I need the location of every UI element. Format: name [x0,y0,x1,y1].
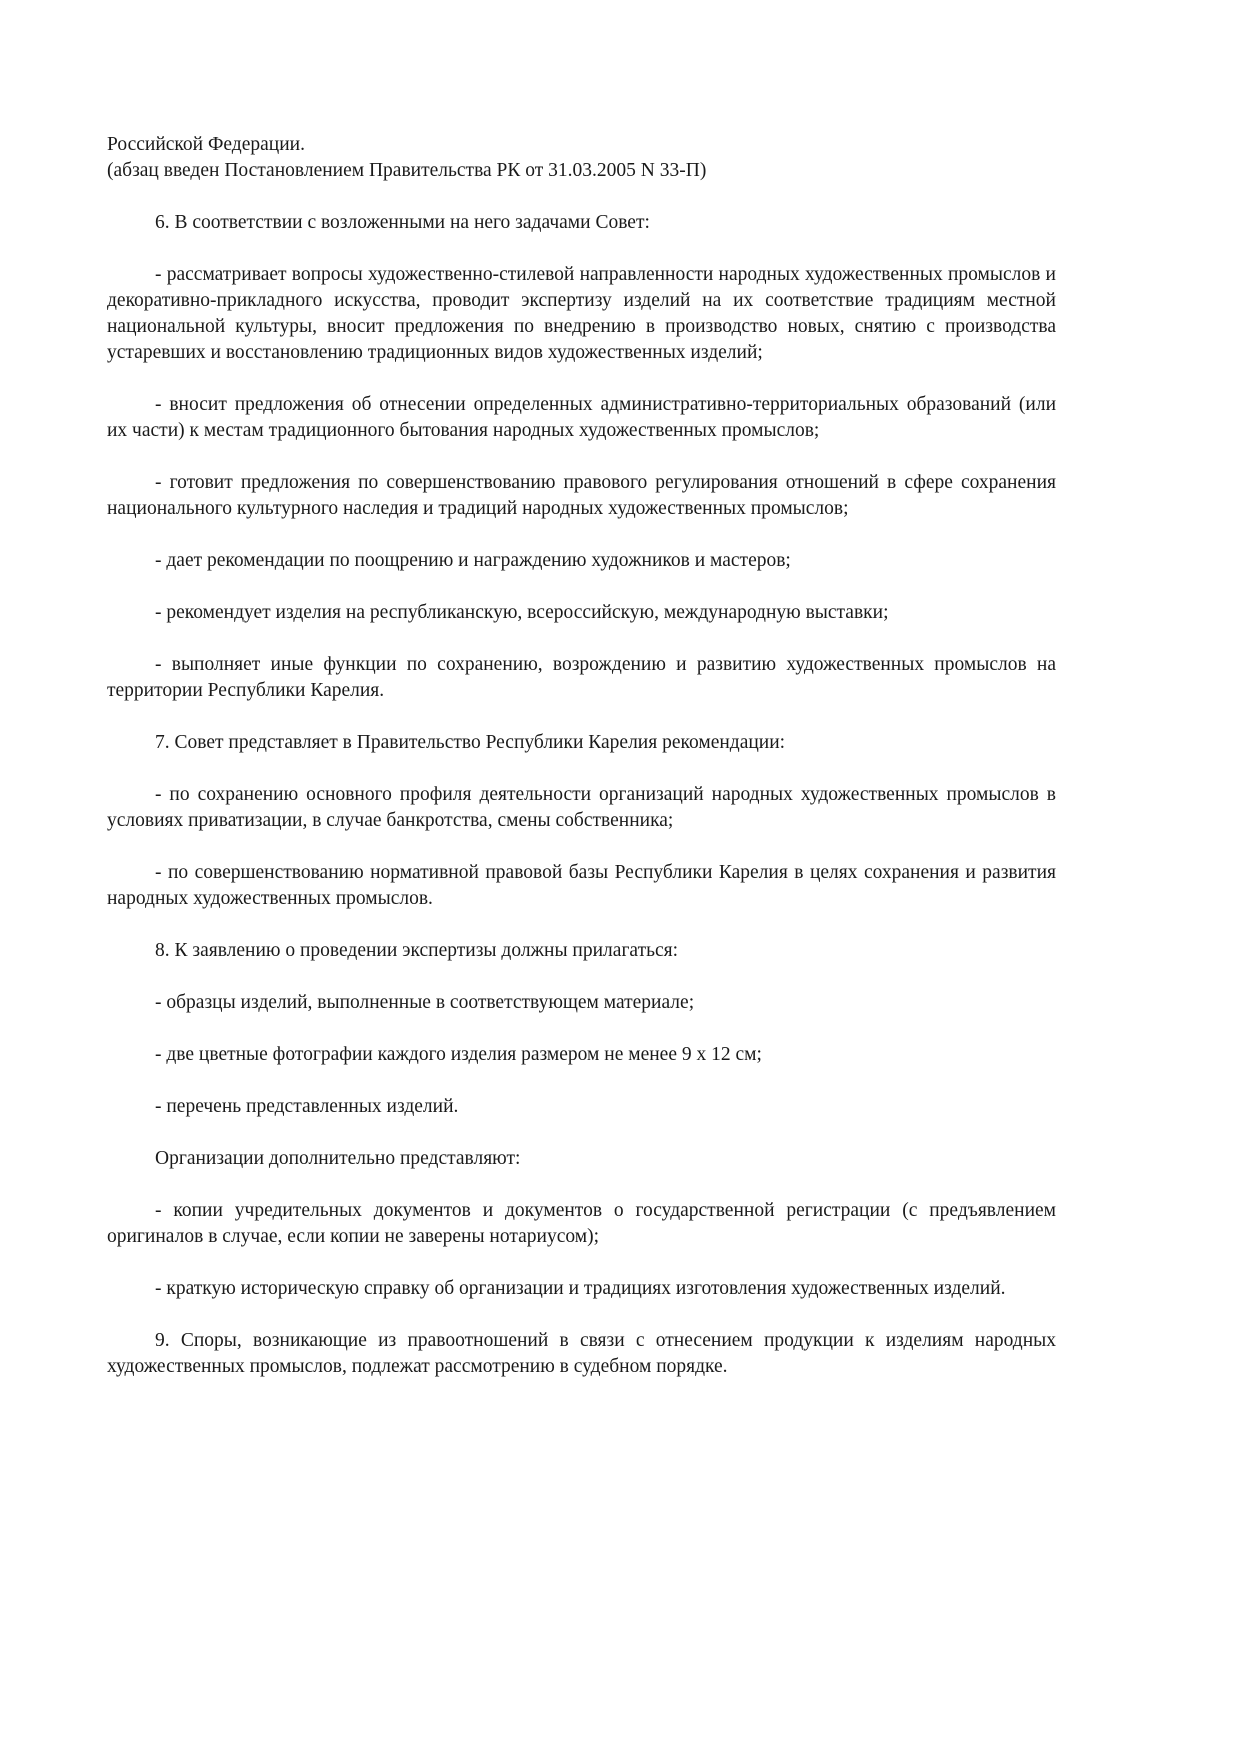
paragraph: - по совершенствованию нормативной правовой базы Республики Карелия в целях сохранения и развития народных художественных промыслов. [107,862,1056,909]
paragraph: - рекомендует изделия на республиканскую, всероссийскую, международную выставки; [155,602,889,623]
paragraph: 9. Споры, возникающие из правоотношений в связи с отнесением продукции к изделиям народных художественных промыслов, подлежат рассмотрению в судебном порядке. [107,1330,1056,1377]
paragraph: - две цветные фотографии каждого изделия размером не менее 9 х 12 см; [155,1044,762,1065]
paragraph: 7. Совет представляет в Правительство Республики Карелия рекомендации: [155,732,786,753]
document-body [107,132,1056,1380]
paragraph: 6. В соответствии с возложенными на него задачами Совет: [155,212,650,233]
paragraph: - выполняет иные функции по сохранению, возрождению и развитию художественных промыслов на территории Республики Карелия. [107,654,1056,701]
paragraph: (абзац введен Постановлением Правительства РК от 31.03.2005 N 33-П) [107,160,707,181]
paragraph: - по сохранению основного профиля деятельности организаций народных художественных промыслов в условиях приватизации, в случае банкротства, смены собственника; [107,784,1056,831]
paragraph: Российской Федерации. [107,134,305,155]
paragraph: - перечень представленных изделий. [155,1096,459,1117]
paragraph: - рассматривает вопросы художественно-стилевой направленности народных художественных промыслов и декоративно-прикладного искусства, проводит экспертизу изделий на их соответствие традициям местной национальной культуры, вносит предложения по внедрению в производство новых, снятию с производства устаревших и восстановлению традиционных видов художественных изделий; [107,264,1056,363]
paragraph: 8. К заявлению о проведении экспертизы должны прилагаться: [155,940,679,961]
paragraph: Организации дополнительно представляют: [155,1148,521,1169]
paragraph: - краткую историческую справку об организации и традициях изготовления художественных изделий. [155,1278,1006,1299]
paragraph: - образцы изделий, выполненные в соответствующем материале; [155,992,695,1013]
paragraph: - дает рекомендации по поощрению и награждению художников и мастеров; [155,550,791,571]
paragraph: - готовит предложения по совершенствованию правового регулирования отношений в сфере сохранения национального культурного наследия и традиций народных художественных промыслов; [107,472,1056,519]
paragraph: - копии учредительных документов и документов о государственной регистрации (с предъявлением оригиналов в случае, если копии не заверены нотариусом); [107,1200,1056,1247]
paragraph: - вносит предложения об отнесении определенных административно-территориальных образований (или их части) к местам традиционного бытования народных художественных промыслов; [107,394,1056,441]
